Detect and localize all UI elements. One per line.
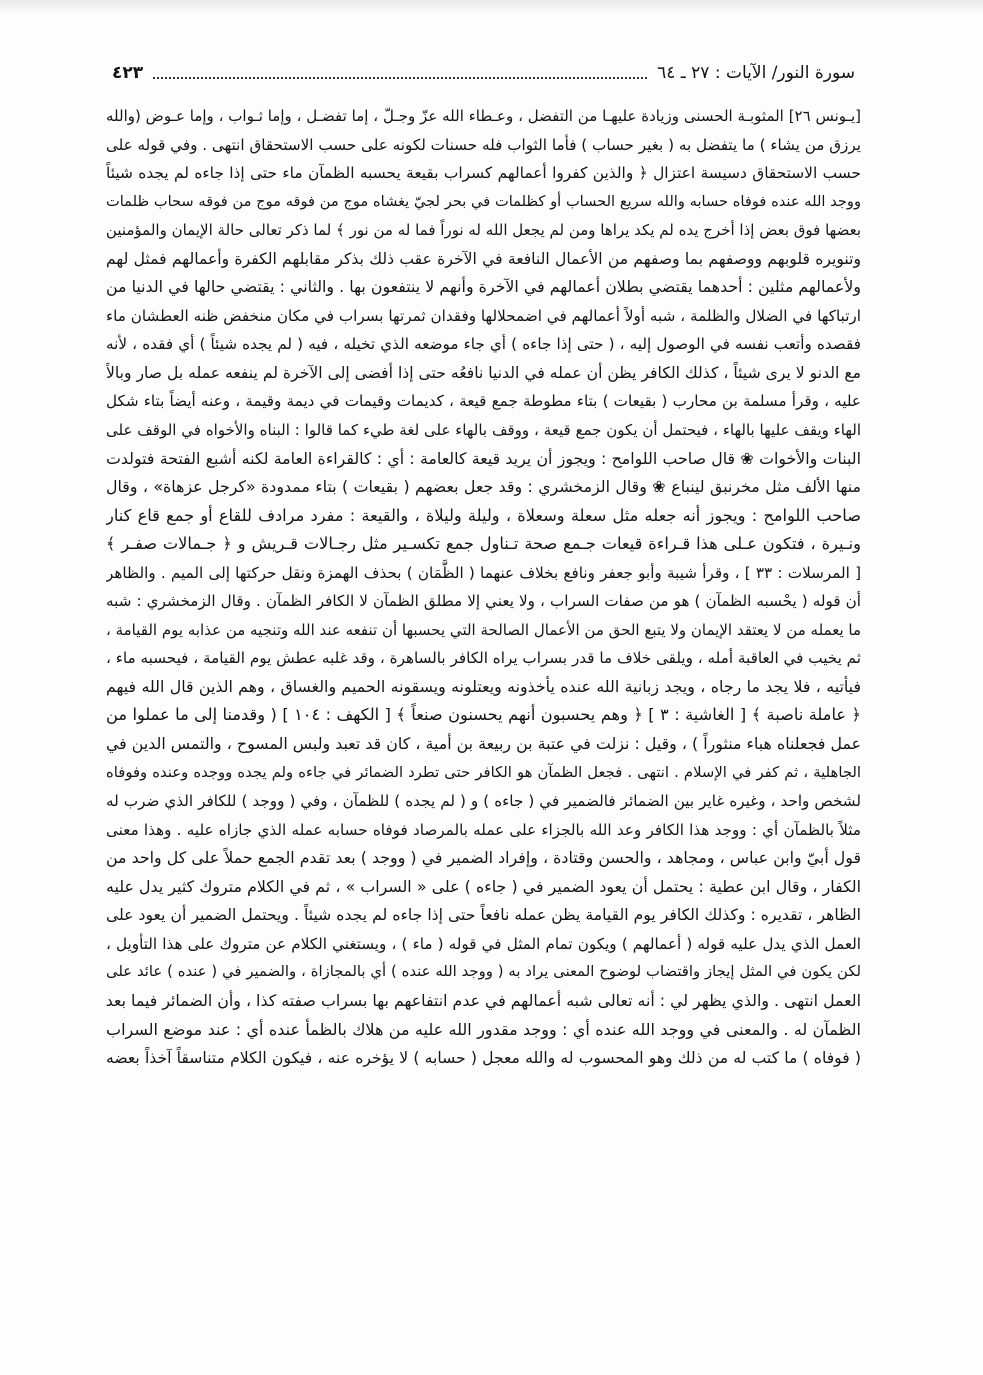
text-line: منها الألف مثل مخرنبق لينباع ❀ وقال الزمخشري : وقد جعل بعضهم ( بقيعات ) بتاء ممدودة «كرجل عزهاة» ، وقال (106, 477, 861, 497)
text-line: حسب الاستحقاق دسيسة اعتزال ﴿ والذين كفروا أعمالهم كسراب بقيعة يحسبه الظمآن ماء حتى إذا جاءه لم يجده شيئاً (106, 164, 861, 183)
text-line: مع الدنو لا يرى شيئاً ، كذلك الكافر يظن أن عمله في الدنيا نافعُه حتى إذا أفضى إلى الآخرة لم ينفعه عمله بل صار وبالاً (106, 363, 861, 382)
text-line: العمل الذي يدل عليه قوله ( أعمالهم ) ويكون تمام المثل في قوله ( ماء ) ، ويستغني الكلام عن متروك على هذا التأويل ، (106, 934, 861, 953)
text-line: قول أبيّ وابن عباس ، ومجاهد ، والحسن وقتادة ، وإفراد الضمير في ( ووجد ) بعد تقدم الجمع حملاً على كل واحد من (106, 848, 861, 868)
text-line: مثلاً بالظمآن أي : ووجد هذا الكافر وعد الله بالجزاء على عمله بالمرصاد فوفاه حسابه عمله الذي جازاه عليه . وهذا معنى (106, 820, 861, 839)
text-line: ما يعمله من لا يعتقد الإيمان ولا يتبع الحق من الأعمال الصالحة التي يحسبها أن تنفعه عند الله وتنجيه من عذابه يوم القيامة ، (106, 620, 861, 639)
text-line: الكفار ، وقال ابن عطية : يحتمل أن يعود الضمير في ( جاءه ) على « السراب » ، ثم في الكلام متروك كثير يدل عليه (106, 876, 861, 896)
text-line: بعضها فوق بعض إذا أخرج يده لم يكد يراها ومن لم يجعل الله له نوراً فما له من نور ﴾ لما ذكر تعالى حالة الإيمان والمؤمنين (106, 221, 861, 240)
text-line: العمل انتهى . والذي يظهر لي : أنه تعالى شبه أعمالهم في عدم انتفاعهم بها بسراب صفته كذا ، وأن الضمائر فيما بعد (106, 990, 861, 1010)
text-line: الجاهلية ، ثم كفر في الإسلام . انتهى . فجعل الظمآن هو الكافر حتى تطرد الضمائر في جاءه ولم يجده ووجده وعنده وفوفاه (106, 763, 861, 781)
surah-title: سورة النور/ الآيات : ٢٧ ـ ٦٤ (657, 63, 855, 83)
text-line: الظمآن له . والمعنى في ووجد الله عنده أي : ووجد مقدور الله عليه من هلاك بالظمأ عنده أي : عند موضع السراب (106, 1019, 861, 1039)
text-line: أن قوله ( يحْسبه الظمآن ) هو من صفات السراب ، ولا يعني إلا مطلق الظمآن لا الكافر الظمآن . وقال الزمخشري : شبه (106, 592, 861, 611)
text-line: ولأعمالهم مثلين : أحدهما يقتضي بطلان أعمالهم في الآخرة وأنهم لا ينتفعون بها . والثاني : يقتضي حالها في الدنيا من (106, 277, 861, 297)
text-line: ونـيرة ، فتكون عـلى هذا قـراءة قيعات جـمع صحة تـناول جمع تكسـير مثل رجـالات قـريش و ﴿ جـمالات صفـر ﴾ (106, 534, 861, 554)
text-line: ثم يخيب في العاقبة أمله ، ويلقى خلاف ما قدر بسراب يراه الكافر بالساهرة ، وقد غلبه عطش يوم القيامة ، فيحسبه ماء ، (106, 649, 861, 668)
text-line: ارتباكها في الضلال والظلمة ، شبه أولاً أعمالهم في اضمحلالها وفقدان ثمرتها بسراب في مكان منخفض ظنه العطشان ماء (106, 306, 861, 325)
text-line: الهاء ويقف عليها بالهاء ، فيحتمل أن يكون جمع قيعة ، ووقف بالهاء على لغة طيء كما قالوا : البناه والأخواه في الوقف على (106, 421, 861, 440)
text-line: ( فوفاه ) ما كتب له من ذلك وهو المحسوب له والله معجل ( حسابه ) لا يؤخره عنه ، فيكون الكلام متناسقاً آخذاً بعضه (106, 1049, 861, 1068)
text-line: عمل فجعلناه هباء منثوراً ) ، وقيل : نزلت في عتبة بن ربيعة بن أمية ، كان قد تعبد ولبس المسوح ، والتمس الدين في (106, 734, 861, 754)
text-line: [يـونس ٢٦] المثوبـة الحسنى وزيادة عليهـا من التفضل ، وعـطاء الله عزّ وجـلّ ، إما تفضـل ، وإما ثـواب ، وإما عـوض (والله (106, 107, 861, 125)
text-line: فقصده وأتعب نفسه في الوصول إليه ، ( حتى إذا جاءه ) أي جاء موضعه الذي تخيله ، فيه ( لم يجده شيئاً ) أي فقده ، لأنه (106, 335, 861, 354)
text-line: ﴿ عاملة ناصبة ﴾ [ الغاشية : ٣ ] ﴿ وهم يحسبون أنهم يحسنون صنعاً ﴾ [ الكهف : ١٠٤ ] ( وقدمنا إلى ما عملوا من (106, 705, 861, 725)
text-line: وتنويره قلوبهم ووصفهم بما وصفهم من الأعمال النافعة في الآخرة عقب ذلك بذكر مقابلهم الكفرة وأعمالهم فمثل لهم (106, 249, 861, 268)
scan-edge (0, 0, 983, 14)
text-line: فيأتيه ، فلا يجد ما رجاه ، ويجد زبانية الله عنده يأخذونه ويعتلونه ويسقونه الحميم والغساق ، وهم الذين قال الله فيهم (106, 676, 861, 696)
text-line: يرزق من يشاء ) ما يتفضل به ( بغير حساب ) فأما الثواب فله حسنات لكونه على حسب الاستحقاق انتهى . وفي قوله على (106, 135, 861, 154)
page-header (112, 58, 855, 88)
text-line: عليه ، وقرأ مسلمة بن محارب ( بقيعات ) بتاء مطوطة جمع قيعة ، كديمات وقيمات في ديمة وقيمة ، وعنه أيضاً بتاء شكل (106, 392, 861, 411)
text-line: صاحب اللوامح : ويجوز أنه جعله مثل سعلة وسعلاة ، وليلة وليلاة ، والقيعة : مفرد مرادف للقاع أو جمع قاع كنار (106, 505, 861, 525)
text-line: ووجد الله عنده فوفاه حسابه والله سريع الحساب أو كظلمات في بحر لجيّ يغشاه موج من فوقه موج من فوقه سحاب ظلمات (106, 192, 861, 210)
text-line: لكن يكون في المثل إيجاز واقتضاب لوضوح المعنى يراد به ( ووجد الله عنده ) أي بالمجازاة ، والضمير في ( عنده ) عائد على (106, 963, 861, 981)
dotted-leader (153, 77, 647, 79)
text-line: الظاهر ، تقديره : وكذلك الكافر يوم القيامة يظن عمله نافعاً حتى إذا جاءه لم يجده شيئاً . ويحتمل الضمير أن يعود على (106, 906, 861, 925)
text-line: البنات والأخوات ❀ قال صاحب اللوامح : ويجوز أن يريد قيعة كالعامة : أي : كالقراءة العامة لكنه أشبع الفتحة فتولدت (106, 448, 861, 468)
main-text (106, 102, 861, 1073)
text-line: [ المرسلات : ٣٣ ] ، وقرأ شيبة وأبو جعفر ونافع بخلاف عنهما ( الظَّمَان ) بحذف الهمزة ونقل حركتها إلى الميم . والظاهر (106, 563, 861, 582)
page-number: ٤٢٣ (112, 63, 144, 83)
text-line: لشخص واحد ، وغيره غاير بين الضمائر فالضمير في ( جاءه ) و ( لم يجده ) للظمآن ، وفي ( ووجد ) للكافر الذي ضرب له (106, 792, 861, 811)
